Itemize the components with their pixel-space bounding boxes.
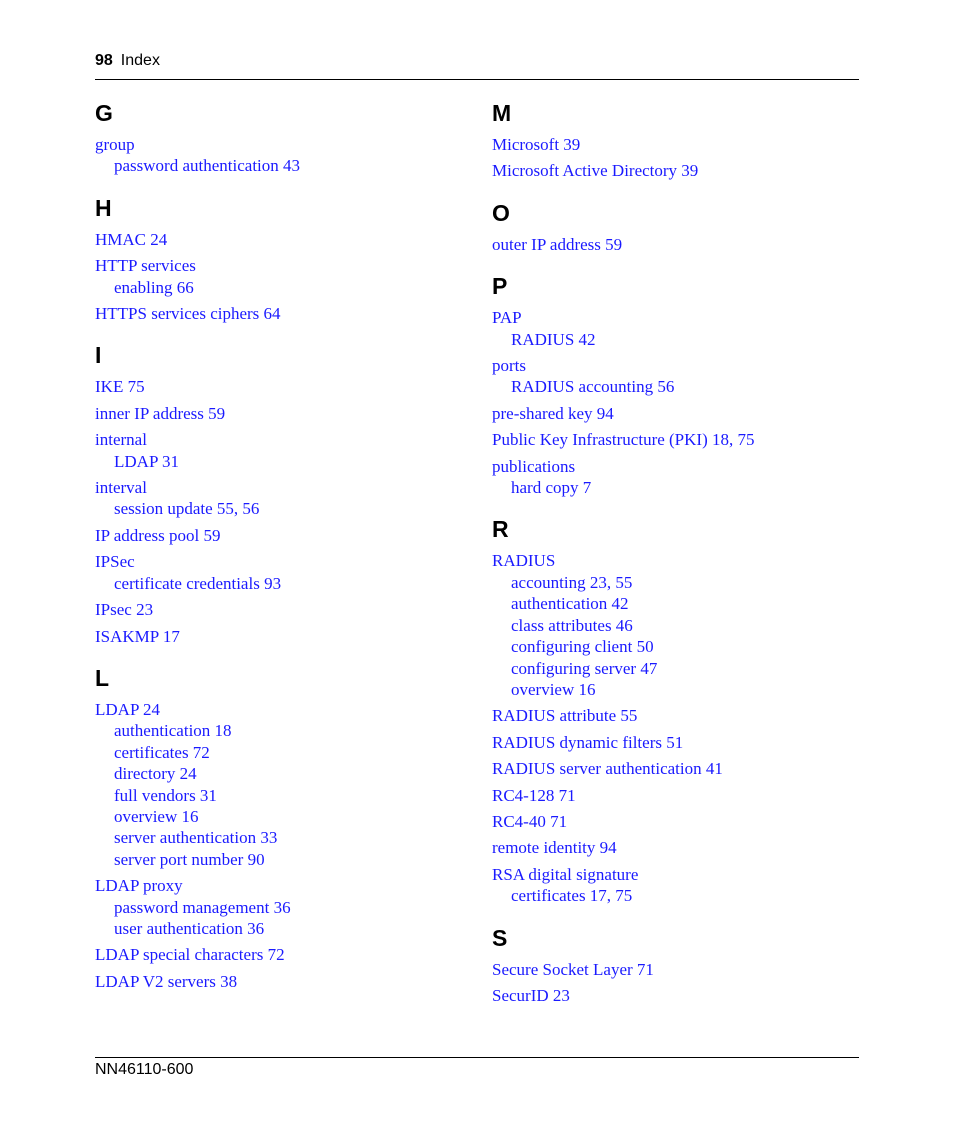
index-link-hmac-24[interactable]: HMAC 24 [95, 229, 168, 249]
index-link-https-services-ciphers-64[interactable]: HTTPS services ciphers 64 [95, 304, 281, 324]
index-section-r [492, 514, 862, 906]
index-sublink-overview-16[interactable]: overview 16 [511, 679, 596, 699]
index-link-rc4-128-71[interactable]: RC4-128 71 [492, 785, 576, 805]
page-number: 98 [95, 52, 113, 69]
section-letter: M [492, 100, 512, 126]
index-link-secure-socket-layer-71[interactable]: Secure Socket Layer 71 [492, 959, 654, 979]
index-entry [492, 134, 862, 155]
index-sublink-configuring-client-50[interactable]: configuring client 50 [511, 637, 654, 657]
index-entry [95, 429, 465, 472]
index-link-public-key-infrastructure-pki-18-75[interactable]: Public Key Infrastructure (PKI) 18, 75 [492, 430, 755, 450]
index-sublink-session-update-55-56[interactable]: session update 55, 56 [114, 499, 260, 519]
index-link-pre-shared-key-94[interactable]: pre-shared key 94 [492, 403, 614, 423]
section-letter: G [95, 100, 113, 126]
index-entry [95, 303, 465, 324]
index-link-radius[interactable]: RADIUS [492, 551, 556, 571]
index-link-ldap-24[interactable]: LDAP 24 [95, 699, 161, 719]
index-entry [492, 837, 862, 858]
index-column-left [95, 98, 465, 1008]
index-link-radius-attribute-55[interactable]: RADIUS attribute 55 [492, 706, 638, 726]
index-entry [95, 971, 465, 992]
index-link-radius-dynamic-filters-51[interactable]: RADIUS dynamic filters 51 [492, 732, 684, 752]
index-section-g [95, 98, 465, 177]
index-sublink-radius-42[interactable]: RADIUS 42 [511, 329, 596, 349]
index-link-rc4-40-71[interactable]: RC4-40 71 [492, 811, 568, 831]
section-letter: I [95, 342, 102, 369]
index-entry [492, 307, 862, 350]
index-section-i [95, 340, 465, 646]
index-sublink-accounting-23-55[interactable]: accounting 23, 55 [511, 572, 633, 592]
index-entry [492, 550, 862, 700]
index-link-group[interactable]: group [95, 135, 135, 154]
index-link-microsoft-active-directory-39[interactable]: Microsoft Active Directory 39 [492, 161, 699, 181]
index-link-interval[interactable]: interval [95, 478, 147, 498]
index-entry [95, 626, 465, 647]
index-entry [492, 705, 862, 726]
index-entry [492, 456, 862, 499]
page-title: Index [120, 52, 160, 69]
index-entry [95, 229, 465, 250]
index-entry [95, 403, 465, 424]
page-footer: NN46110-600 [95, 1061, 194, 1078]
index-entry [95, 875, 465, 939]
index-entry [492, 864, 862, 907]
index-sublink-certificate-credentials-93[interactable]: certificate credentials 93 [114, 573, 282, 593]
index-sublink-ldap-31[interactable]: LDAP 31 [114, 451, 180, 471]
index-sublink-full-vendors-31[interactable]: full vendors 31 [114, 785, 217, 805]
index-link-inner-ip-address-59[interactable]: inner IP address 59 [95, 403, 226, 423]
index-sublink-authentication-18[interactable]: authentication 18 [114, 721, 232, 741]
index-entry [492, 985, 862, 1006]
index-link-ipsec-23[interactable]: IPsec 23 [95, 600, 154, 620]
index-sublink-hard-copy-7[interactable]: hard copy 7 [511, 478, 592, 498]
index-sublink-server-authentication-33[interactable]: server authentication 33 [114, 828, 278, 848]
footer-rule [95, 1057, 859, 1058]
section-letter: O [492, 199, 510, 226]
section-letter: R [492, 516, 509, 543]
index-sublink-directory-24[interactable]: directory 24 [114, 764, 197, 784]
section-letter: S [492, 924, 508, 951]
section-letter: H [95, 194, 112, 221]
index-entry [95, 525, 465, 546]
index-link-radius-server-authentication-41[interactable]: RADIUS server authentication 41 [492, 759, 723, 779]
index-sublink-password-management-36[interactable]: password management 36 [114, 897, 291, 917]
index-entry [492, 732, 862, 753]
index-section-p [492, 271, 862, 498]
index-link-ipsec[interactable]: IPSec [95, 552, 135, 572]
index-entry [492, 160, 862, 181]
index-sublink-certificates-72[interactable]: certificates 72 [114, 742, 210, 762]
index-sublink-configuring-server-47[interactable]: configuring server 47 [511, 658, 658, 678]
section-letter: L [95, 664, 110, 691]
index-link-ldap-v2-servers-38[interactable]: LDAP V2 servers 38 [95, 971, 238, 991]
index-link-pap[interactable]: PAP [492, 308, 522, 328]
index-sublink-overview-16[interactable]: overview 16 [114, 806, 199, 826]
index-link-ldap-proxy[interactable]: LDAP proxy [95, 876, 183, 896]
index-sublink-class-attributes-46[interactable]: class attributes 46 [511, 615, 633, 635]
index-link-isakmp-17[interactable]: ISAKMP 17 [95, 626, 180, 646]
index-sublink-enabling-66[interactable]: enabling 66 [114, 277, 194, 297]
index-link-internal[interactable]: internal [95, 430, 147, 450]
index-entry [95, 944, 465, 965]
index-entry [492, 811, 862, 832]
header-rule [95, 79, 859, 80]
index-entry [95, 134, 465, 177]
index-entry [95, 599, 465, 620]
index-link-ike-75[interactable]: IKE 75 [95, 377, 145, 397]
index-entry [95, 477, 465, 520]
index-link-publications[interactable]: publications [492, 456, 576, 476]
index-link-microsoft-39[interactable]: Microsoft 39 [492, 135, 581, 154]
page-header [95, 52, 160, 70]
index-sublink-server-port-number-90[interactable]: server port number 90 [114, 849, 265, 869]
index-entry [492, 758, 862, 779]
index-entry [95, 551, 465, 594]
index-link-http-services[interactable]: HTTP services [95, 256, 196, 276]
index-sublink-authentication-42[interactable]: authentication 42 [511, 594, 629, 614]
index-entry [492, 959, 862, 980]
index-entry [492, 234, 862, 255]
index-section-l [95, 663, 465, 992]
index-entry [492, 785, 862, 806]
index-column-right [492, 98, 862, 1022]
section-letter: P [492, 273, 508, 300]
index-entry [95, 699, 465, 870]
index-entry [95, 376, 465, 397]
index-link-ip-address-pool-59[interactable]: IP address pool 59 [95, 525, 221, 545]
index-link-outer-ip-address-59[interactable]: outer IP address 59 [492, 234, 623, 254]
index-link-ldap-special-characters-72[interactable]: LDAP special characters 72 [95, 945, 285, 965]
index-link-rsa-digital-signature[interactable]: RSA digital signature [492, 864, 639, 884]
index-entry [492, 355, 862, 398]
index-sublink-user-authentication-36[interactable]: user authentication 36 [114, 918, 265, 938]
index-entry [492, 429, 862, 450]
index-entry [95, 255, 465, 298]
index-link-ports[interactable]: ports [492, 356, 526, 376]
index-sublink-password-authentication-43[interactable]: password authentication 43 [114, 156, 301, 176]
index-section-h [95, 193, 465, 325]
index-link-securid-23[interactable]: SecurID 23 [492, 985, 570, 1005]
index-link-remote-identity-94[interactable]: remote identity 94 [492, 838, 617, 858]
index-entry [492, 403, 862, 424]
index-sublink-certificates-17-75[interactable]: certificates 17, 75 [511, 886, 633, 906]
index-section-m [492, 98, 862, 182]
index-sublink-radius-accounting-56[interactable]: RADIUS accounting 56 [511, 377, 675, 397]
index-section-s [492, 923, 862, 1007]
index-section-o [492, 198, 862, 255]
